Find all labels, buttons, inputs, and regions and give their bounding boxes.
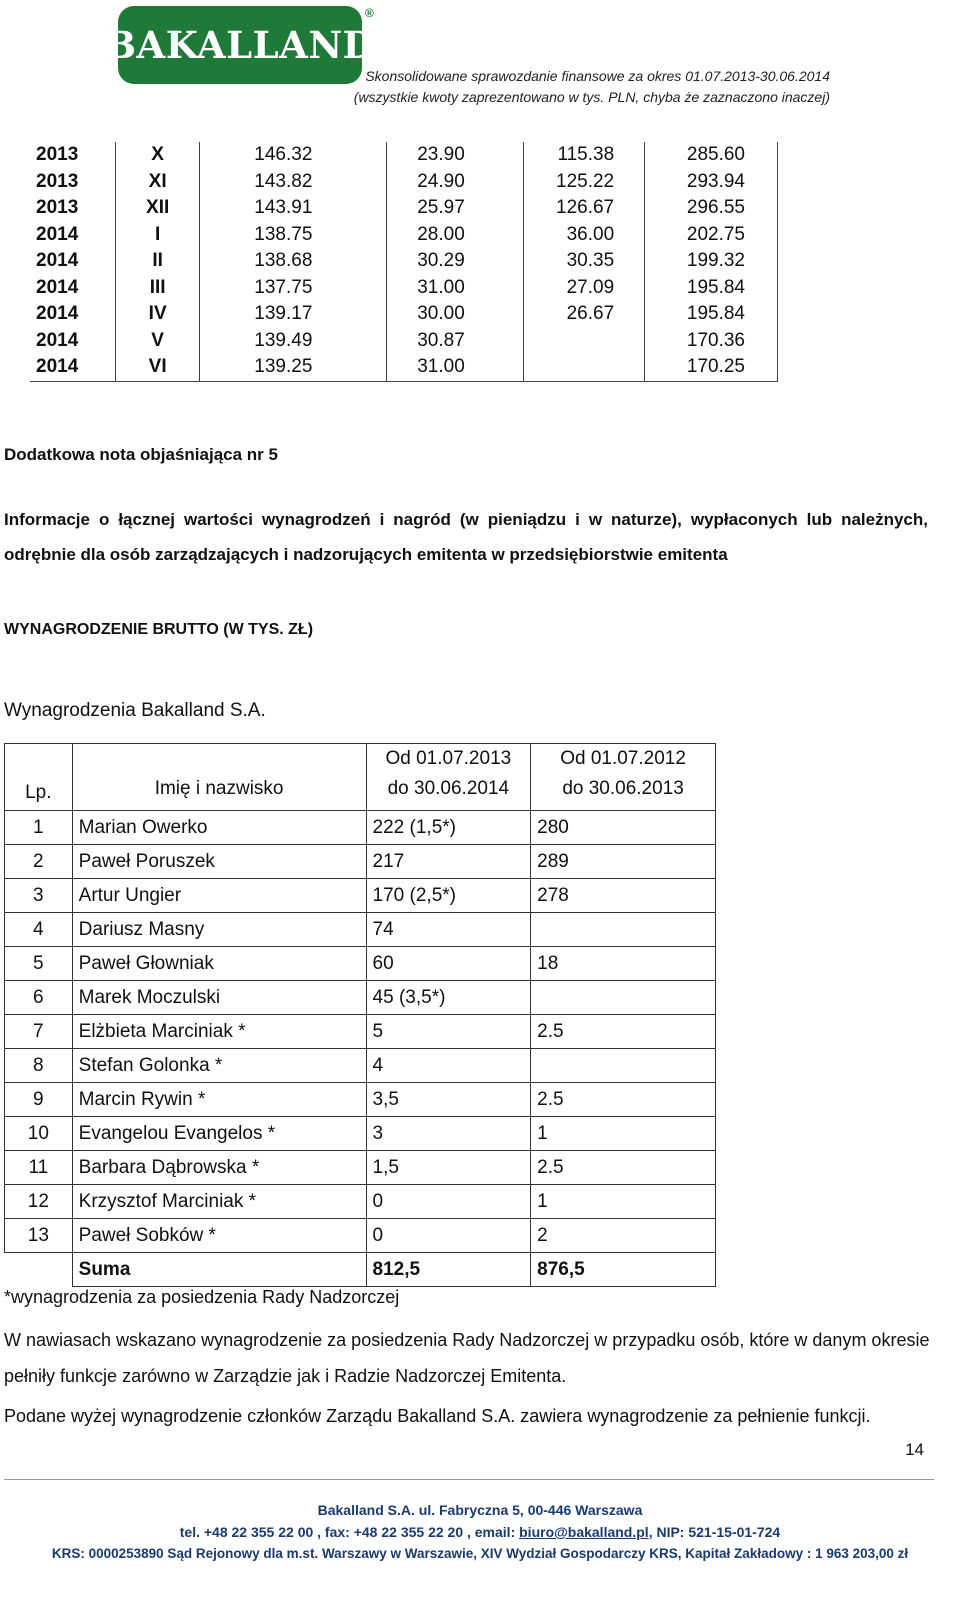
period1-cell: 0 [366,1219,531,1253]
value3-cell: 126.67 [523,195,644,222]
value3-cell: 26.67 [523,301,644,328]
period2-cell: 2.5 [531,1151,716,1185]
table-row [30,195,778,222]
period2-cell: 278 [531,879,716,913]
name-cell: Paweł Sobków * [72,1219,366,1253]
table-row [5,845,716,879]
lp-cell: 1 [5,811,73,845]
period2-cell: 18 [531,947,716,981]
footer-email-link[interactable]: biuro@bakalland.pl [519,1524,649,1540]
table-row [5,1117,716,1151]
header-name: Imię i nazwisko [72,744,366,811]
month-cell: IV [116,301,200,328]
period2-cell: 1 [531,1117,716,1151]
period1-cell: 217 [366,845,531,879]
value2-cell: 28.00 [387,222,524,249]
year-cell: 2013 [36,197,79,219]
year-cell: 2014 [36,223,79,245]
table-row [30,275,778,302]
value3-cell: 30.35 [523,248,644,275]
value1-cell: 138.68 [200,248,387,275]
lp-cell: 12 [5,1185,73,1219]
period2-cell: 289 [531,845,716,879]
table-row [30,169,778,196]
table-row [30,354,778,381]
value3-cell: 27.09 [523,275,644,302]
period1-cell: 1,5 [366,1151,531,1185]
section-heading: WYNAGRODZENIE BRUTTO (W TYS. ZŁ) [4,621,314,638]
stats-table [30,142,778,382]
value2-cell: 24.90 [387,169,524,196]
header-period2 [531,744,716,811]
value1-cell: 146.32 [200,142,387,169]
table-header-row [5,744,716,811]
value1-cell: 139.25 [200,354,387,381]
salary-footnote: *wynagrodzenia za posiedzenia Rady Nadzorczej [4,1287,400,1307]
explanation-board: Podane wyżej wynagrodzenie członków Zarządu Bakalland S.A. zawiera wynagrodzenie za pełnienie funkcji. [4,1406,871,1426]
total-cell: 293.94 [645,169,778,196]
lp-cell: 13 [5,1219,73,1253]
value2-cell: 30.87 [387,328,524,355]
page-number: 14 [905,1440,924,1459]
report-currency-note: (wszystkie kwoty zaprezentowano w tys. PLN, chyba że zaznaczono inaczej) [353,89,830,105]
sum-blank-cell [5,1253,73,1287]
table-row [5,879,716,913]
month-cell: I [116,222,200,249]
month-cell: II [116,248,200,275]
footer-contact-prefix: tel. +48 22 355 22 00 , fax: +48 22 355 22 20 , email: [179,1524,520,1540]
total-cell: 195.84 [645,275,778,302]
period2-cell: 2.5 [531,1015,716,1049]
value2-cell: 25.97 [387,195,524,222]
year-cell: 2013 [36,144,79,166]
month-cell: VI [116,354,200,381]
name-cell: Artur Ungier [72,879,366,913]
period2-cell: 2.5 [531,1083,716,1117]
value3-cell: 36.00 [523,222,644,249]
period1-cell: 222 (1,5*) [366,811,531,845]
value3-cell [523,328,644,355]
period1-cell: 4 [366,1049,531,1083]
sum-period2: 876,5 [531,1253,716,1287]
total-cell: 199.32 [645,248,778,275]
period1-cell: 3 [366,1117,531,1151]
sum-period1: 812,5 [366,1253,531,1287]
value3-cell: 125.22 [523,169,644,196]
value2-cell: 30.00 [387,301,524,328]
header-lp: Lp. [5,744,73,811]
note-title: Dodatkowa nota objaśniająca nr 5 [4,445,278,464]
value1-cell: 138.75 [200,222,387,249]
year-cell: 2014 [36,276,79,298]
total-cell: 285.60 [645,142,778,169]
footer-contact-suffix: , NIP: 521-15-01-724 [648,1524,781,1540]
lp-cell: 7 [5,1015,73,1049]
header-period2-from: Od 01.07.2012 [560,748,686,769]
table-row [5,811,716,845]
explanation-brackets: W nawiasach wskazano wynagrodzenie za posiedzenia Rady Nadzorczej w przypadku osób, które w danym okresie pełniły funkcje zarówno w Zarządzie jak i Radzie Nadzorczej Emitenta. [4,1330,930,1386]
year-cell: 2014 [30,354,116,381]
name-cell: Marcin Rywin * [72,1083,366,1117]
value1-cell: 143.82 [200,169,387,196]
period1-cell: 45 (3,5*) [366,981,531,1015]
table-row [5,1151,716,1185]
lp-cell: 6 [5,981,73,1015]
value1-cell: 139.49 [200,328,387,355]
note-description: Informacje o łącznej wartości wynagrodzeń i nagród (w pieniądzu i w naturze), wypłaconych lub należnych, odrębnie dla osób zarządzających i nadzorujących emitenta w przedsiębiorstwie emitenta [4,510,928,564]
table-row [5,1185,716,1219]
footer-registry: KRS: 0000253890 Sąd Rejonowy dla m.st. Warszawy w Warszawie, XIV Wydział Gospodarczy KRS, Kapitał Zakładowy : 1 963 203,00 zł [51,1546,909,1561]
month-cell: III [116,275,200,302]
report-title: Skonsolidowane sprawozdanie finansowe za okres 01.07.2013-30.06.2014 [365,68,830,84]
sum-label: Suma [72,1253,366,1287]
table-row [30,248,778,275]
header-period1-from: Od 01.07.2013 [385,748,512,769]
period2-cell [531,981,716,1015]
lp-cell: 10 [5,1117,73,1151]
period2-cell: 2 [531,1219,716,1253]
value3-cell [523,354,644,381]
table-row [5,1083,716,1117]
month-cell: X [116,142,200,169]
logo-text: BAKALLAND [104,23,376,67]
lp-cell: 4 [5,913,73,947]
salary-table [4,743,716,1287]
value2-cell: 30.29 [387,248,524,275]
table-row [30,142,778,169]
total-cell: 170.36 [645,328,778,355]
month-cell: XI [116,169,200,196]
value1-cell: 137.75 [200,275,387,302]
name-cell: Evangelou Evangelos * [72,1117,366,1151]
period2-cell: 280 [531,811,716,845]
month-cell: V [116,328,200,355]
period2-cell [531,913,716,947]
name-cell: Marian Owerko [72,811,366,845]
period1-cell: 0 [366,1185,531,1219]
footer-contact [0,1524,960,1540]
name-cell: Elżbieta Marciniak * [72,1015,366,1049]
name-cell: Paweł Głowniak [72,947,366,981]
period1-cell: 5 [366,1015,531,1049]
name-cell: Marek Moczulski [72,981,366,1015]
period2-cell [531,1049,716,1083]
total-cell: 202.75 [645,222,778,249]
table-row [30,328,778,355]
footer-divider [4,1479,934,1480]
period1-cell: 74 [366,913,531,947]
lp-cell: 5 [5,947,73,981]
period2-cell: 1 [531,1185,716,1219]
value3-cell: 115.38 [523,142,644,169]
sum-row [5,1253,716,1287]
total-cell: 296.55 [645,195,778,222]
period1-cell: 170 (2,5*) [366,879,531,913]
year-cell: 2014 [36,250,79,272]
table-row [5,947,716,981]
company-logo [104,6,376,84]
header-period1 [366,744,531,811]
name-cell: Stefan Golonka * [72,1049,366,1083]
footer-address: Bakalland S.A. ul. Fabryczna 5, 00-446 Warszawa [317,1502,643,1518]
total-cell: 170.25 [645,354,778,381]
name-cell: Krzysztof Marciniak * [72,1185,366,1219]
value2-cell: 23.90 [387,142,524,169]
period1-cell: 3,5 [366,1083,531,1117]
name-cell: Dariusz Masny [72,913,366,947]
table-row [30,301,778,328]
header-period1-to: do 30.06.2014 [387,778,510,799]
value2-cell: 31.00 [387,275,524,302]
lp-cell: 3 [5,879,73,913]
subheading: Wynagrodzenia Bakalland S.A. [4,700,266,721]
month-cell: XII [116,195,200,222]
year-cell: 2014 [36,303,79,325]
table-row [30,222,778,249]
year-cell: 2014 [36,329,79,351]
table-row [5,913,716,947]
total-cell: 195.84 [645,301,778,328]
lp-cell: 8 [5,1049,73,1083]
value2-cell: 31.00 [387,354,524,381]
table-row [5,981,716,1015]
lp-cell: 11 [5,1151,73,1185]
name-cell: Paweł Poruszek [72,845,366,879]
year-cell: 2013 [36,170,79,192]
registered-mark: ® [365,6,374,20]
lp-cell: 2 [5,845,73,879]
lp-cell: 9 [5,1083,73,1117]
value1-cell: 143.91 [200,195,387,222]
table-row [5,1015,716,1049]
value1-cell: 139.17 [200,301,387,328]
table-row [5,1049,716,1083]
name-cell: Barbara Dąbrowska * [72,1151,366,1185]
table-row [5,1219,716,1253]
header-period2-to: do 30.06.2013 [562,778,684,799]
period1-cell: 60 [366,947,531,981]
